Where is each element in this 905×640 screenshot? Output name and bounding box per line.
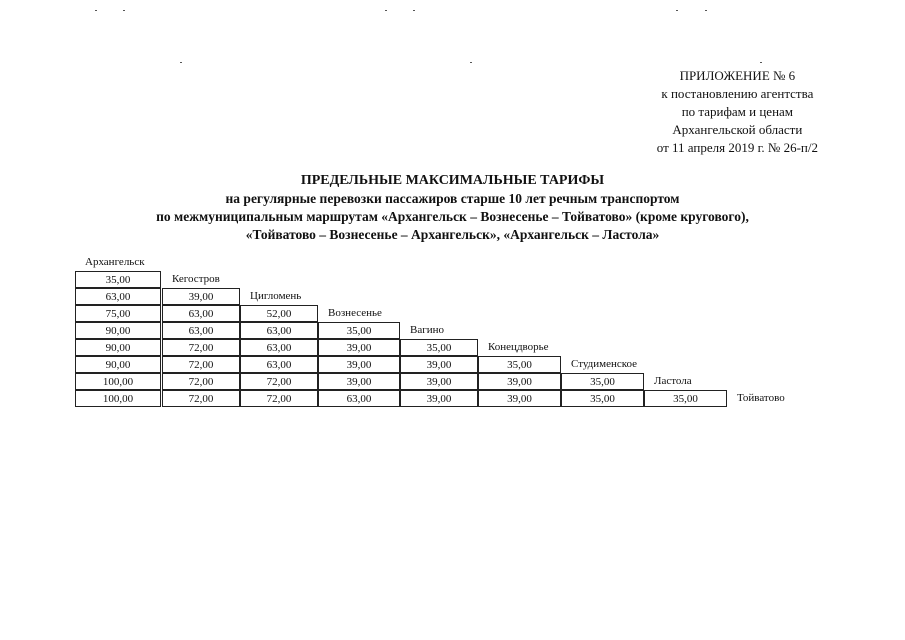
fare-cell: 63,00 bbox=[240, 356, 318, 373]
appendix-agency: по тарифам и ценам bbox=[681, 104, 794, 119]
stop-label: Ластола bbox=[654, 375, 692, 387]
fare-cell: 35,00 bbox=[478, 356, 561, 373]
stop-label: Вознесенье bbox=[328, 307, 382, 319]
fare-cell: 72,00 bbox=[162, 339, 240, 356]
fare-cell: 35,00 bbox=[644, 390, 727, 407]
stop-label: Цигломень bbox=[250, 290, 302, 302]
stop-label: Вагино bbox=[410, 324, 445, 336]
fare-cell: 63,00 bbox=[162, 322, 240, 339]
fare-cell: 72,00 bbox=[240, 390, 318, 407]
stop-label: Тойватово bbox=[737, 392, 785, 404]
fare-cell: 39,00 bbox=[318, 373, 400, 390]
appendix-reference: к постановлению агентства bbox=[661, 86, 814, 101]
fare-cell: 35,00 bbox=[400, 339, 478, 356]
document-title bbox=[0, 172, 905, 244]
stop-label: Кегостров bbox=[172, 273, 220, 285]
fare-cell: 72,00 bbox=[162, 373, 240, 390]
title-subtitle-3: «Тойватово – Вознесенье – Архангельск», «Архангельск – Ластола» bbox=[245, 227, 660, 242]
fare-cell: 39,00 bbox=[162, 288, 240, 305]
appendix-header bbox=[657, 67, 818, 157]
fare-cell: 90,00 bbox=[75, 322, 161, 339]
fare-cell: 72,00 bbox=[240, 373, 318, 390]
fare-cell: 35,00 bbox=[75, 271, 161, 288]
fare-cell: 39,00 bbox=[318, 356, 400, 373]
appendix-number: ПРИЛОЖЕНИЕ № 6 bbox=[679, 68, 796, 83]
appendix-date: от 11 апреля 2019 г. № 26-п/2 bbox=[656, 140, 818, 155]
fare-cell: 39,00 bbox=[478, 373, 561, 390]
fare-cell: 63,00 bbox=[162, 305, 240, 322]
fare-cell: 75,00 bbox=[75, 305, 161, 322]
fare-cell: 35,00 bbox=[561, 390, 644, 407]
stop-label: Конецдворье bbox=[488, 341, 549, 353]
fare-cell: 63,00 bbox=[318, 390, 400, 407]
stop-label: Студименское bbox=[571, 358, 638, 370]
fare-cell: 90,00 bbox=[75, 356, 161, 373]
fare-cell: 39,00 bbox=[400, 390, 478, 407]
fare-cell: 35,00 bbox=[561, 373, 644, 390]
fare-cell: 39,00 bbox=[400, 356, 478, 373]
title-subtitle-2: по межмуниципальным маршрутам «Архангельск – Вознесенье – Тойватово» (кроме кругового), bbox=[156, 209, 749, 224]
fare-cell: 90,00 bbox=[75, 339, 161, 356]
fare-cell: 100,00 bbox=[75, 373, 161, 390]
stop-label: Архангельск bbox=[85, 256, 145, 268]
fare-cell: 63,00 bbox=[240, 339, 318, 356]
fare-cell: 52,00 bbox=[240, 305, 318, 322]
fare-cell: 39,00 bbox=[318, 339, 400, 356]
fare-cell: 39,00 bbox=[478, 390, 561, 407]
fare-cell: 63,00 bbox=[240, 322, 318, 339]
fare-cell: 63,00 bbox=[75, 288, 161, 305]
title-subtitle-1: на регулярные перевозки пассажиров старше 10 лет речным транспортом bbox=[225, 191, 680, 206]
fare-cell: 100,00 bbox=[75, 390, 161, 407]
fare-cell: 35,00 bbox=[318, 322, 400, 339]
fare-cell: 72,00 bbox=[162, 356, 240, 373]
fare-cell: 72,00 bbox=[162, 390, 240, 407]
appendix-region: Архангельской области bbox=[672, 122, 803, 137]
title-main: ПРЕДЕЛЬНЫЕ МАКСИМАЛЬНЫЕ ТАРИФЫ bbox=[300, 173, 605, 188]
fare-cell: 39,00 bbox=[400, 373, 478, 390]
tariff-table bbox=[75, 254, 810, 414]
